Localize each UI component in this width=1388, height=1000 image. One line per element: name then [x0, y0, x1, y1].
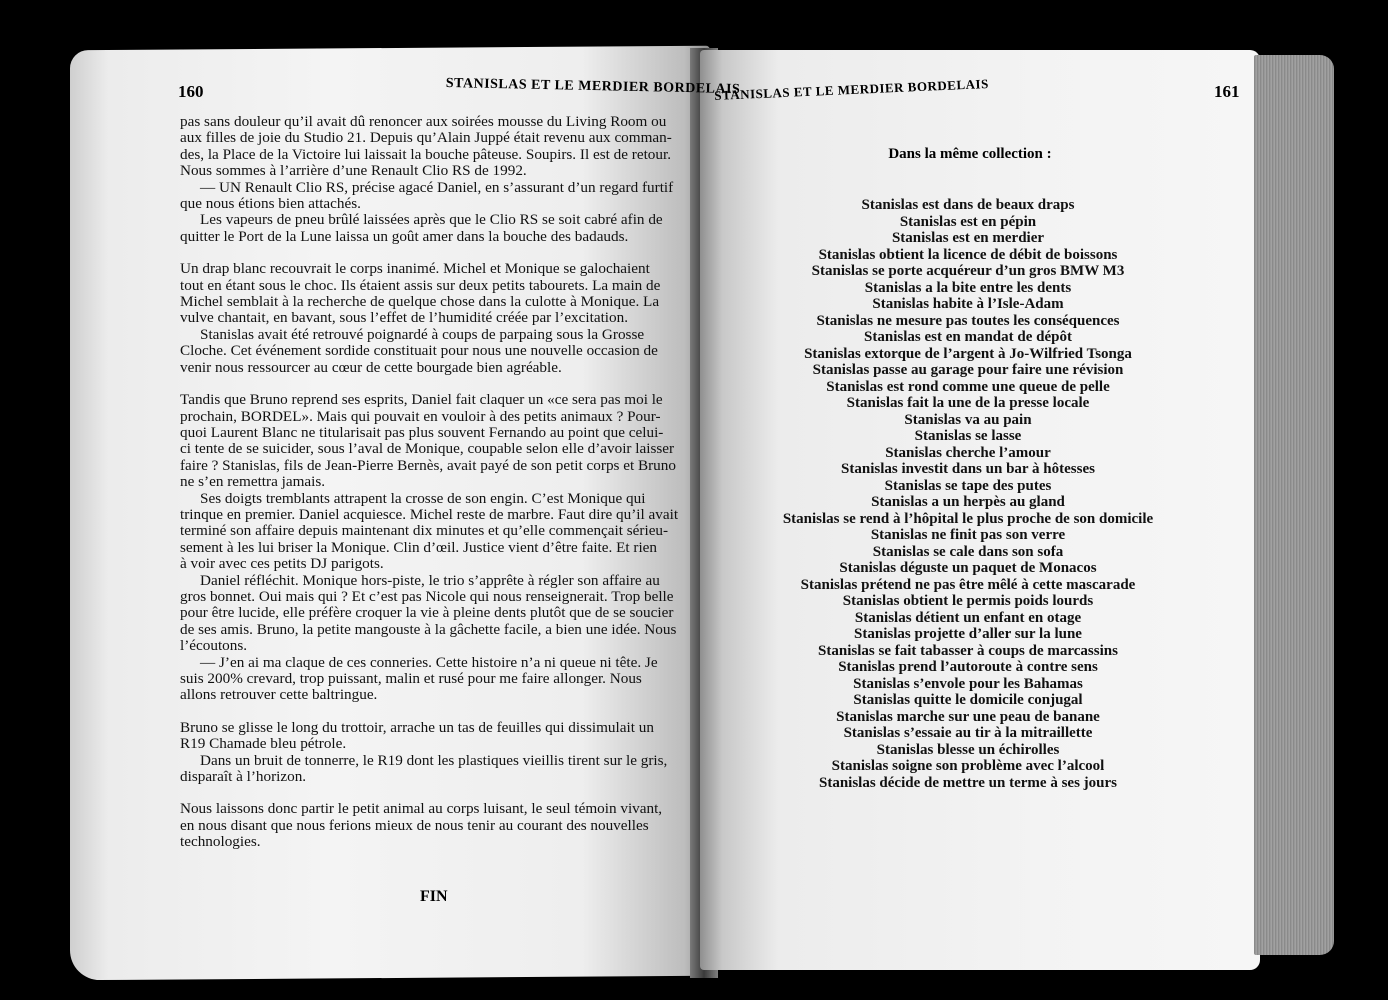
collection-title-item: Stanislas se porte acquéreur d’un gros BMW M3 [811, 263, 1125, 279]
body-line: des, la Place de la Victoire lui laissait la bouche pâteuse. Soupirs. Il est de retour. [180, 145, 671, 163]
collection-title-item: Stanislas décide de mettre un terme à ses jours [818, 774, 1117, 791]
body-line: Cloche. Cet événement sordide constituait pour nous une nouvelle occasion de [180, 342, 658, 360]
collection-title-item: Stanislas est en merdier [891, 230, 1045, 246]
body-line: pas sans douleur qu’il avait dû renoncer aux soirées mousse du Living Room ou [180, 113, 667, 130]
body-line: disparaît à l’horizon. [180, 768, 307, 786]
body-line: vulve chantait, en bavant, sous l’effet de l’humidité créée par l’excitation. [180, 309, 628, 327]
collection-title-item: Stanislas se rend à l’hôpital le plus proche de son domicile [782, 510, 1154, 527]
body-line: quoi Laurent Blanc ne titularisait pas plus souvent Fernando au point que celui- [180, 423, 664, 441]
collection-title-item: Stanislas s’envole pour les Bahamas [853, 675, 1083, 692]
body-line: l’écoutons. [180, 637, 248, 655]
collection-title-item: Stanislas ne finit pas son verre [870, 527, 1066, 543]
body-line: de ses amis. Bruno, la petite mangouste à la gâchette facile, a bien une idée. Nous [180, 620, 677, 638]
collection-title-item: Stanislas soigne son problème avec l’alcool [831, 758, 1105, 774]
left-running-head: STANISLAS ET LE MERDIER BORDELAIS [445, 76, 741, 98]
collection-title-item: Stanislas quitte le domicile conjugal [853, 692, 1083, 708]
collection-title-item: Stanislas est dans de beaux draps [861, 197, 1075, 213]
collection-title-item: Stanislas se fait tabasser à coups de marcassins [818, 642, 1118, 659]
collection-title-item: Stanislas a un herpès au gland [871, 494, 1065, 510]
body-line: gros bonnet. Oui mais qui ? Et c’est pas Nicole qui nous renseignerait. Trop belle [180, 587, 674, 605]
collection-title-item: Stanislas investit dans un bar à hôtesses [841, 461, 1095, 477]
body-line: que nous étions bien attachés. [180, 195, 361, 213]
body-line: Nous sommes à l’arrière d’une Renault Clio RS de 1992. [180, 162, 527, 180]
collection-title-item: Stanislas s’essaie au tir à la mitraillette [843, 725, 1093, 741]
body-line: Tandis que Bruno reprend ses esprits, Daniel fait claquer un «ce sera pas moi le [180, 391, 663, 409]
body-line: ci tente de se suicider, sous l’aval de Monique, coupable selon elle d’avoir laisser [180, 440, 675, 458]
collection-title-item: Stanislas prétend ne pas être mêlé à cette mascarade [800, 576, 1136, 593]
paragraph-gap [180, 376, 664, 392]
body-line: Stanislas avait été retrouvé poignardé à coups de parpaing sous la Grosse [200, 325, 645, 343]
body-line: suis 200% crevard, trop puissant, malin et rusé pour me faire allonger. Nous [180, 670, 642, 687]
collection-title-item: Stanislas extorque de l’argent à Jo-Wilfried Tsonga [804, 345, 1132, 362]
paragraph-gap [180, 704, 664, 720]
collection-title-item: Stanislas habite à l’Isle-Adam [872, 296, 1064, 312]
collection-title-item: Stanislas a la bite entre les dents [864, 279, 1072, 296]
body-line: Nous laissons donc partir le petit animal au corps luisant, le seul témoin vivant, [180, 800, 663, 818]
body-line: ne s’en remettra jamais. [180, 473, 326, 491]
body-line: Michel semblait à la recherche de quelque chose dans la culotte à Monique. La [180, 293, 660, 311]
right-page-number: 161 [1214, 82, 1240, 101]
collection-title-item: Stanislas va au pain [904, 411, 1032, 428]
collection-title-item: Stanislas obtient la licence de débit de boissons [818, 246, 1118, 263]
body-line: pour être lucide, elle préfère croquer la vie à pleine dents plutôt que de se soucier [180, 604, 674, 622]
page-edges [1254, 55, 1334, 955]
collection-title-item: Stanislas déguste un paquet de Monacos [839, 560, 1097, 576]
body-line: Les vapeurs de pneu brûlé laissées après que le Clio RS se soit cabré afin de [200, 211, 663, 229]
body-line: sement à les lui briser la Monique. Clin d’œil. Justice vient d’être faite. Et rien [180, 538, 658, 556]
collection-title-item: Stanislas cherche l’amour [885, 444, 1051, 461]
collection-title-item: Stanislas projette d’aller sur la lune [854, 626, 1082, 642]
body-line: prochain, BORDEL». Mais qui pouvait en vouloir à des petits animaux ? Pour- [180, 407, 661, 425]
collection-title-item: Stanislas est rond comme une queue de pelle [826, 378, 1110, 395]
collection-title-item: Stanislas se cale dans son sofa [872, 543, 1064, 560]
paragraph-gap [180, 245, 664, 261]
paragraph-gap [180, 785, 664, 801]
right-running-head: STANISLAS ET LE MERDIER BORDELAIS [714, 76, 990, 103]
body-line: R19 Chamade bleu pétrole. [180, 735, 347, 753]
collection-title-item: Stanislas prend l’autoroute à contre sens [838, 659, 1098, 675]
body-line: Bruno se glisse le long du trottoir, arrache un tas de feuilles qui dissimulait un [180, 718, 654, 736]
collection-title-item: Stanislas passe au garage pour faire une révision [812, 362, 1124, 378]
body-line: Dans un bruit de tonnerre, le R19 dont les plastiques vieillis tirent sur le gris, [200, 751, 668, 769]
collection-list [748, 197, 1188, 791]
body-line: en nous disant que nous ferions mieux de nous tenir au courant des nouvelles [180, 816, 649, 834]
body-line: trinque en premier. Daniel acquiesce. Michel reste de marbre. Faut dire qu’il avait [180, 505, 679, 523]
collection-title-item: Stanislas se lasse [914, 428, 1022, 444]
body-line: à voir avec ces petits DJ parigots. [180, 555, 384, 573]
body-line: technologies. [180, 833, 261, 851]
body-line: — J’en ai ma claque de ces conneries. Cette histoire n’a ni queue ni tête. Je [200, 653, 658, 671]
collection-title-item: Stanislas marche sur une peau de banane [836, 708, 1100, 725]
body-line: aux filles de joie du Studio 21. Depuis qu’Alain Juppé était revenu aux comman- [180, 129, 672, 147]
body-line: Daniel réfléchit. Monique hors-piste, le trio s’apprête à régler son affaire au [200, 571, 660, 589]
collection-title-item: Stanislas est en mandat de dépôt [864, 329, 1072, 345]
body-line: Un drap blanc recouvrait le corps inanimé. Michel et Monique se galochaient [180, 260, 650, 278]
end-mark: FIN [420, 888, 448, 905]
collection-title: Dans la même collection : [888, 146, 1052, 162]
collection-title-item: Stanislas obtient le permis poids lourds [842, 593, 1094, 609]
body-line: allons retrouver cette baltringue. [180, 686, 378, 704]
body-line: Ses doigts tremblants attrapent la crosse de son engin. C’est Monique qui [200, 489, 646, 507]
left-page-number: 160 [178, 82, 204, 101]
body-line: tout en étant sous le choc. Ils étaient assis sur deux petits tabourets. La main de [180, 276, 661, 294]
collection-title-item: Stanislas fait la une de la presse locale [846, 395, 1090, 411]
collection-title-item: Stanislas blesse un échirolles [876, 741, 1060, 758]
body-line: venir nous ressourcer au cœur de cette bourgade bien agréable. [180, 358, 562, 376]
body-line: faire ? Stanislas, fils de Jean-Pierre Bernès, avait payé de son petit corps et Bruno [180, 456, 676, 474]
collection-title-item: Stanislas est en pépin [899, 213, 1037, 230]
left-body-text [180, 113, 679, 851]
body-line: terminé son affaire depuis maintenant dix minutes et qu’elle commençait sérieu- [180, 522, 669, 540]
collection-title-item: Stanislas ne mesure pas toutes les conséquences [816, 312, 1120, 329]
collection-title-item: Stanislas détient un enfant en otage [854, 609, 1082, 626]
body-line: — UN Renault Clio RS, précise agacé Daniel, en s’assurant d’un regard furtif [200, 178, 674, 196]
collection-title-item: Stanislas se tape des putes [884, 477, 1052, 494]
body-line: quitter le Port de la Lune laissa un goût amer dans la bouche des badauds. [180, 227, 629, 245]
